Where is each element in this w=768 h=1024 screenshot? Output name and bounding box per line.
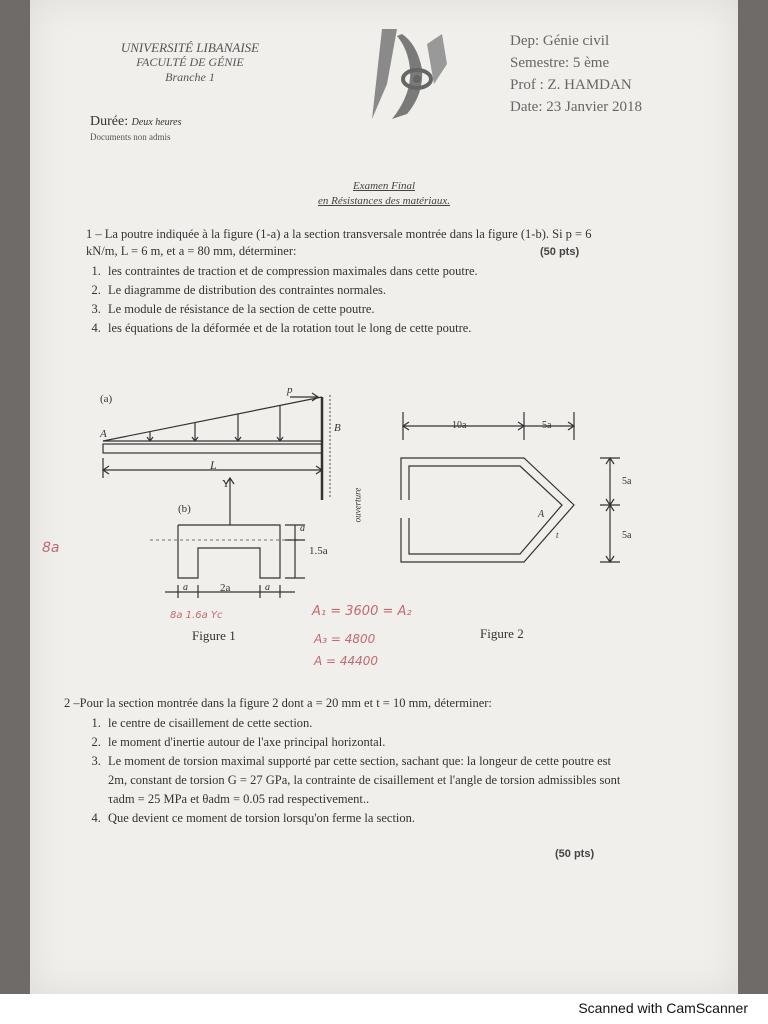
figure-2-caption: Figure 2 <box>480 626 524 641</box>
fig1-dim-a-right: a <box>265 582 270 593</box>
fig1-load-p: p <box>287 384 293 396</box>
fig2-dim-5a-top: 5a <box>542 420 552 431</box>
question-2-list <box>86 714 624 828</box>
faculty-name: FACULTÉ DE GÉNIE <box>136 55 244 69</box>
exam-date: Date: 23 Janvier 2018 <box>510 99 643 115</box>
figure-1a-beam <box>103 393 330 500</box>
question-1-intro: 1 – La poutre indiquée à la figure (1-a) a la section transversale montrée dans la figure (1-b). Si p = 6 kN/m, L = 6 m, et a = 80 mm, déterminer: <box>86 227 592 258</box>
fig2-dim-5a-upper: 5a <box>622 476 632 487</box>
department: Dep: Génie civil <box>510 33 610 49</box>
question-1-points: (50 pts) <box>540 246 580 258</box>
handwritten-note-left: 8a <box>42 540 60 556</box>
fig2-point-a: A <box>538 509 545 520</box>
documents-note: Documents non admis <box>90 132 171 142</box>
figure-2-section <box>401 412 620 562</box>
professor: Prof : Z. HAMDAN <box>510 77 632 93</box>
duration-value: Deux heures <box>131 117 182 128</box>
semester: Semestre: 5 ème <box>510 55 610 71</box>
fig2-opening-label: ouverture <box>352 487 363 523</box>
q1-item: 4. les équations de la déformée et de la rotation tout le long de cette poutre. <box>104 319 644 338</box>
fig1-dim-2a: 2a <box>220 582 231 594</box>
duration-label: Durée: <box>90 114 129 129</box>
fig1b-label: (b) <box>178 503 191 515</box>
question-2-points: (50 pts) <box>555 848 595 860</box>
fig1-dim-1-5a: 1.5a <box>309 545 328 557</box>
fig2-dim-5a-lower: 5a <box>622 530 632 541</box>
q1-item: 3. Le module de résistance de la section de cette poutre. <box>104 300 644 319</box>
fig1-axis-y: Y <box>222 478 230 490</box>
exam-subtitle: en Résistances des matériaux. <box>318 195 450 207</box>
fig1-dim-a-top: a <box>300 523 305 534</box>
university-name: UNIVERSITÉ LIBANAISE <box>120 40 260 55</box>
fig1-point-a: A <box>100 428 107 440</box>
q2-item: 2. le moment d'inertie autour de l'axe principal horizontal. <box>104 733 624 752</box>
figure-1-caption: Figure 1 <box>192 628 236 643</box>
fig1a-label: (a) <box>100 393 113 405</box>
handwritten-note-area-3: A₃ = 4800 <box>314 632 376 646</box>
figure-1b-section <box>150 478 305 598</box>
q2-item: 3. Le moment de torsion maximal supporté par cette section, sachant que: la longeur de cette poutre est 2m, constant de torsion G = 27 GPa, la contrainte de cisaillement et l'angle de torsion admissibles sont τadm = 25 MPa et θadm = 0.05 rad respectivement.. <box>104 752 624 809</box>
load-arrows <box>147 406 283 441</box>
fig2-thickness-t: t <box>556 530 559 540</box>
branch-name: Branche 1 <box>165 70 215 84</box>
handwritten-note-area-1: A₁ = 3600 = A₂ <box>312 604 412 619</box>
q2-item: 1. le centre de cisaillement de cette section. <box>104 714 624 733</box>
exam-title: Examen Final <box>352 180 415 192</box>
fig1-point-b: B <box>334 422 341 434</box>
fig1-span-l: L <box>210 458 217 472</box>
camscanner-watermark: Scanned with CamScanner <box>578 1000 748 1016</box>
question-2-intro: 2 –Pour la section montrée dans la figure 2 dont a = 20 mm et t = 10 mm, déterminer: <box>64 696 492 710</box>
fig1-dim-a-left: a <box>183 582 188 593</box>
handwritten-note-bottom: 8a 1.6a Yᴄ <box>170 610 223 621</box>
handwritten-note-area-total: A = 44400 <box>314 654 379 668</box>
fig2-dim-10a: 10a <box>452 420 467 431</box>
q2-item: 4. Que devient ce moment de torsion lorsqu'on ferme la section. <box>104 809 624 828</box>
q1-item: 1. les contraintes de traction et de compression maximales dans cette poutre. <box>104 262 644 281</box>
q1-item: 2. Le diagramme de distribution des contraintes normales. <box>104 281 644 300</box>
